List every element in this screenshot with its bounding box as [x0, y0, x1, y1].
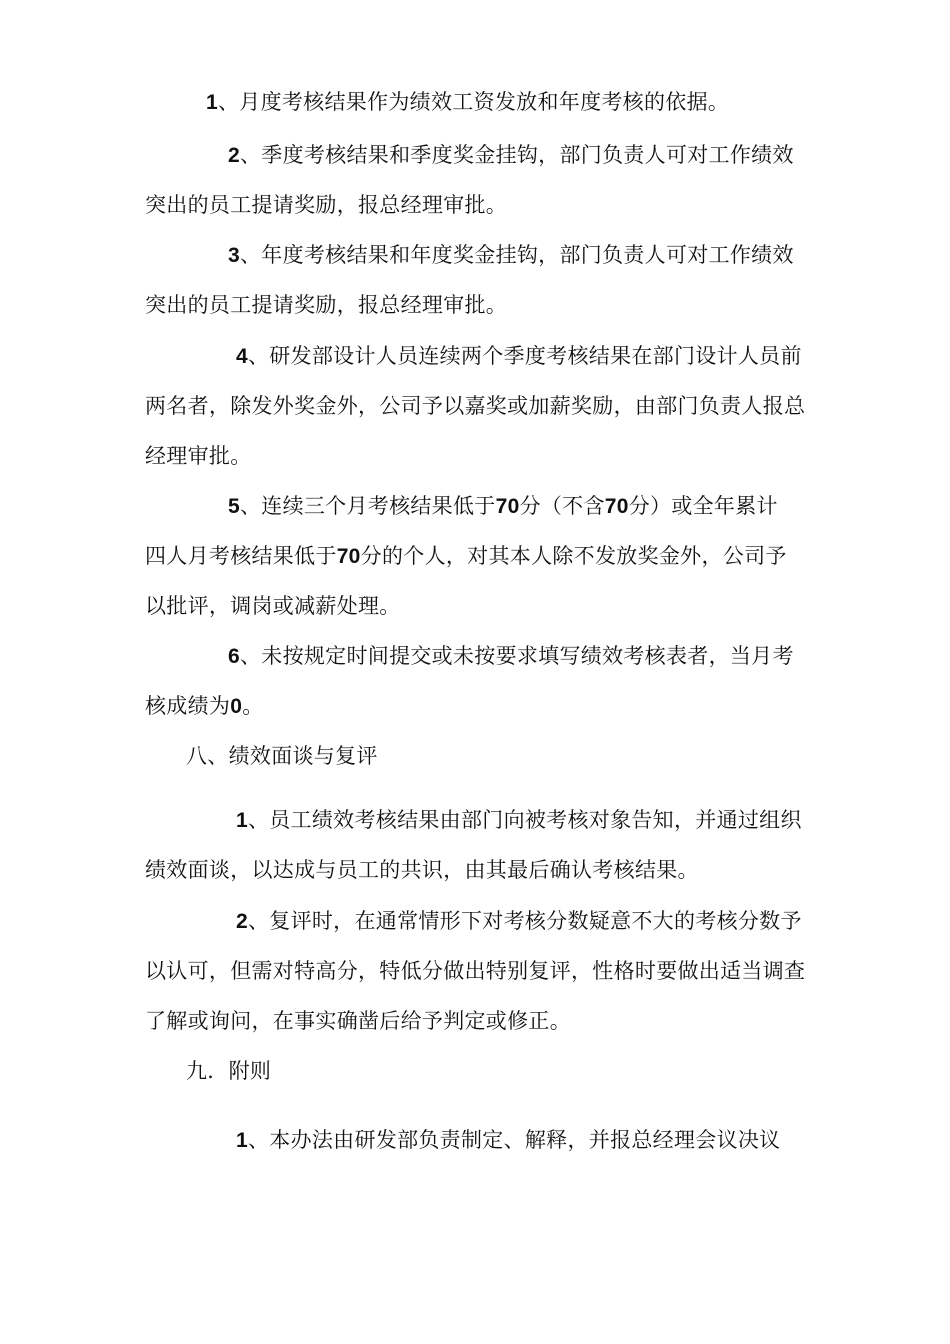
section-title: 八、绩效面谈与复评 — [186, 744, 378, 768]
paragraph-item-6-cont — [145, 693, 264, 720]
item-number: 1 — [236, 1129, 248, 1152]
item-text: 、复评时，在通常情形下对考核分数疑意不大的考核分数予 — [247, 909, 802, 933]
item-number: 1 — [236, 809, 248, 832]
item-text: 突出的员工提请奖励，报总经理审批。 — [145, 193, 508, 217]
item-text: 以批评，调岗或减薪处理。 — [145, 594, 401, 618]
item-number: 2 — [228, 144, 240, 167]
paragraph-item-4-cont — [145, 393, 805, 419]
paragraph-item-2 — [228, 142, 794, 169]
paragraph-item-3 — [228, 242, 794, 269]
item-text: 分的个人，对其本人除不发放奖金外，公司予 — [360, 544, 787, 568]
item-text: 、季度考核结果和季度奖金挂钩，部门负责人可对工作绩效 — [239, 143, 794, 167]
section9-item-1 — [236, 1127, 780, 1154]
section-heading-9 — [186, 1058, 271, 1084]
paragraph-item-3-cont — [145, 292, 507, 318]
paragraph-item-5-cont — [145, 593, 401, 619]
section8-item-1-cont — [145, 857, 699, 883]
section8-item-1 — [236, 807, 802, 834]
item-text: 、连续三个月考核结果低于 — [239, 494, 496, 518]
paragraph-item-4-cont — [145, 443, 252, 469]
item-text: 、本办法由研发部负责制定、解释，并报总经理会议决议 — [247, 1128, 781, 1152]
item-text: 、年度考核结果和年度奖金挂钩，部门负责人可对工作绩效 — [239, 243, 794, 267]
item-number: 5 — [228, 495, 240, 518]
item-text: 分（不含 — [519, 494, 605, 518]
item-number: 2 — [236, 910, 248, 933]
item-text: 。 — [242, 694, 264, 718]
score-value: 0 — [230, 695, 243, 718]
item-text: 核成绩为 — [145, 694, 231, 718]
paragraph-item-5 — [228, 493, 778, 520]
item-text: 分）或全年累计 — [628, 494, 778, 518]
section8-item-2 — [236, 908, 802, 935]
score-value: 70 — [604, 495, 629, 518]
item-text: 以认可，但需对特高分，特低分做出特别复评，性格时要做出适当调查 — [145, 959, 806, 983]
item-number: 6 — [228, 645, 240, 668]
item-text: 、研发部设计人员连续两个季度考核结果在部门设计人员前 — [247, 344, 802, 368]
section8-item-2-cont — [145, 958, 805, 984]
paragraph-item-5-cont — [145, 543, 787, 570]
item-text: 突出的员工提请奖励，报总经理审批。 — [145, 293, 508, 317]
item-text: 经理审批。 — [145, 444, 252, 468]
paragraph-item-4 — [236, 343, 802, 370]
item-text: 两名者，除发外奖金外，公司予以嘉奖或加薪奖励，由部门负责人报总 — [145, 394, 806, 418]
item-number: 4 — [236, 345, 248, 368]
paragraph-item-6 — [228, 643, 794, 670]
section8-item-2-cont — [145, 1008, 571, 1034]
paragraph-item-1 — [206, 89, 729, 116]
item-text: 、未按规定时间提交或未按要求填写绩效考核表者，当月考 — [239, 644, 794, 668]
item-text: 四人月考核结果低于 — [145, 544, 337, 568]
item-text: 了解或询问，在事实确凿后给予判定或修正。 — [145, 1009, 571, 1033]
score-value: 70 — [336, 545, 361, 568]
item-number: 3 — [228, 244, 240, 267]
item-number: 1 — [206, 91, 218, 114]
item-text: 、员工绩效考核结果由部门向被考核对象告知，并通过组织 — [247, 808, 802, 832]
score-value: 70 — [495, 495, 520, 518]
paragraph-item-2-cont — [145, 192, 507, 218]
section-title: 九．附则 — [186, 1059, 272, 1083]
item-text: 、月度考核结果作为绩效工资发放和年度考核的依据。 — [217, 90, 730, 114]
item-text: 绩效面谈，以达成与员工的共识，由其最后确认考核结果。 — [145, 858, 699, 882]
section-heading-8 — [186, 743, 378, 769]
